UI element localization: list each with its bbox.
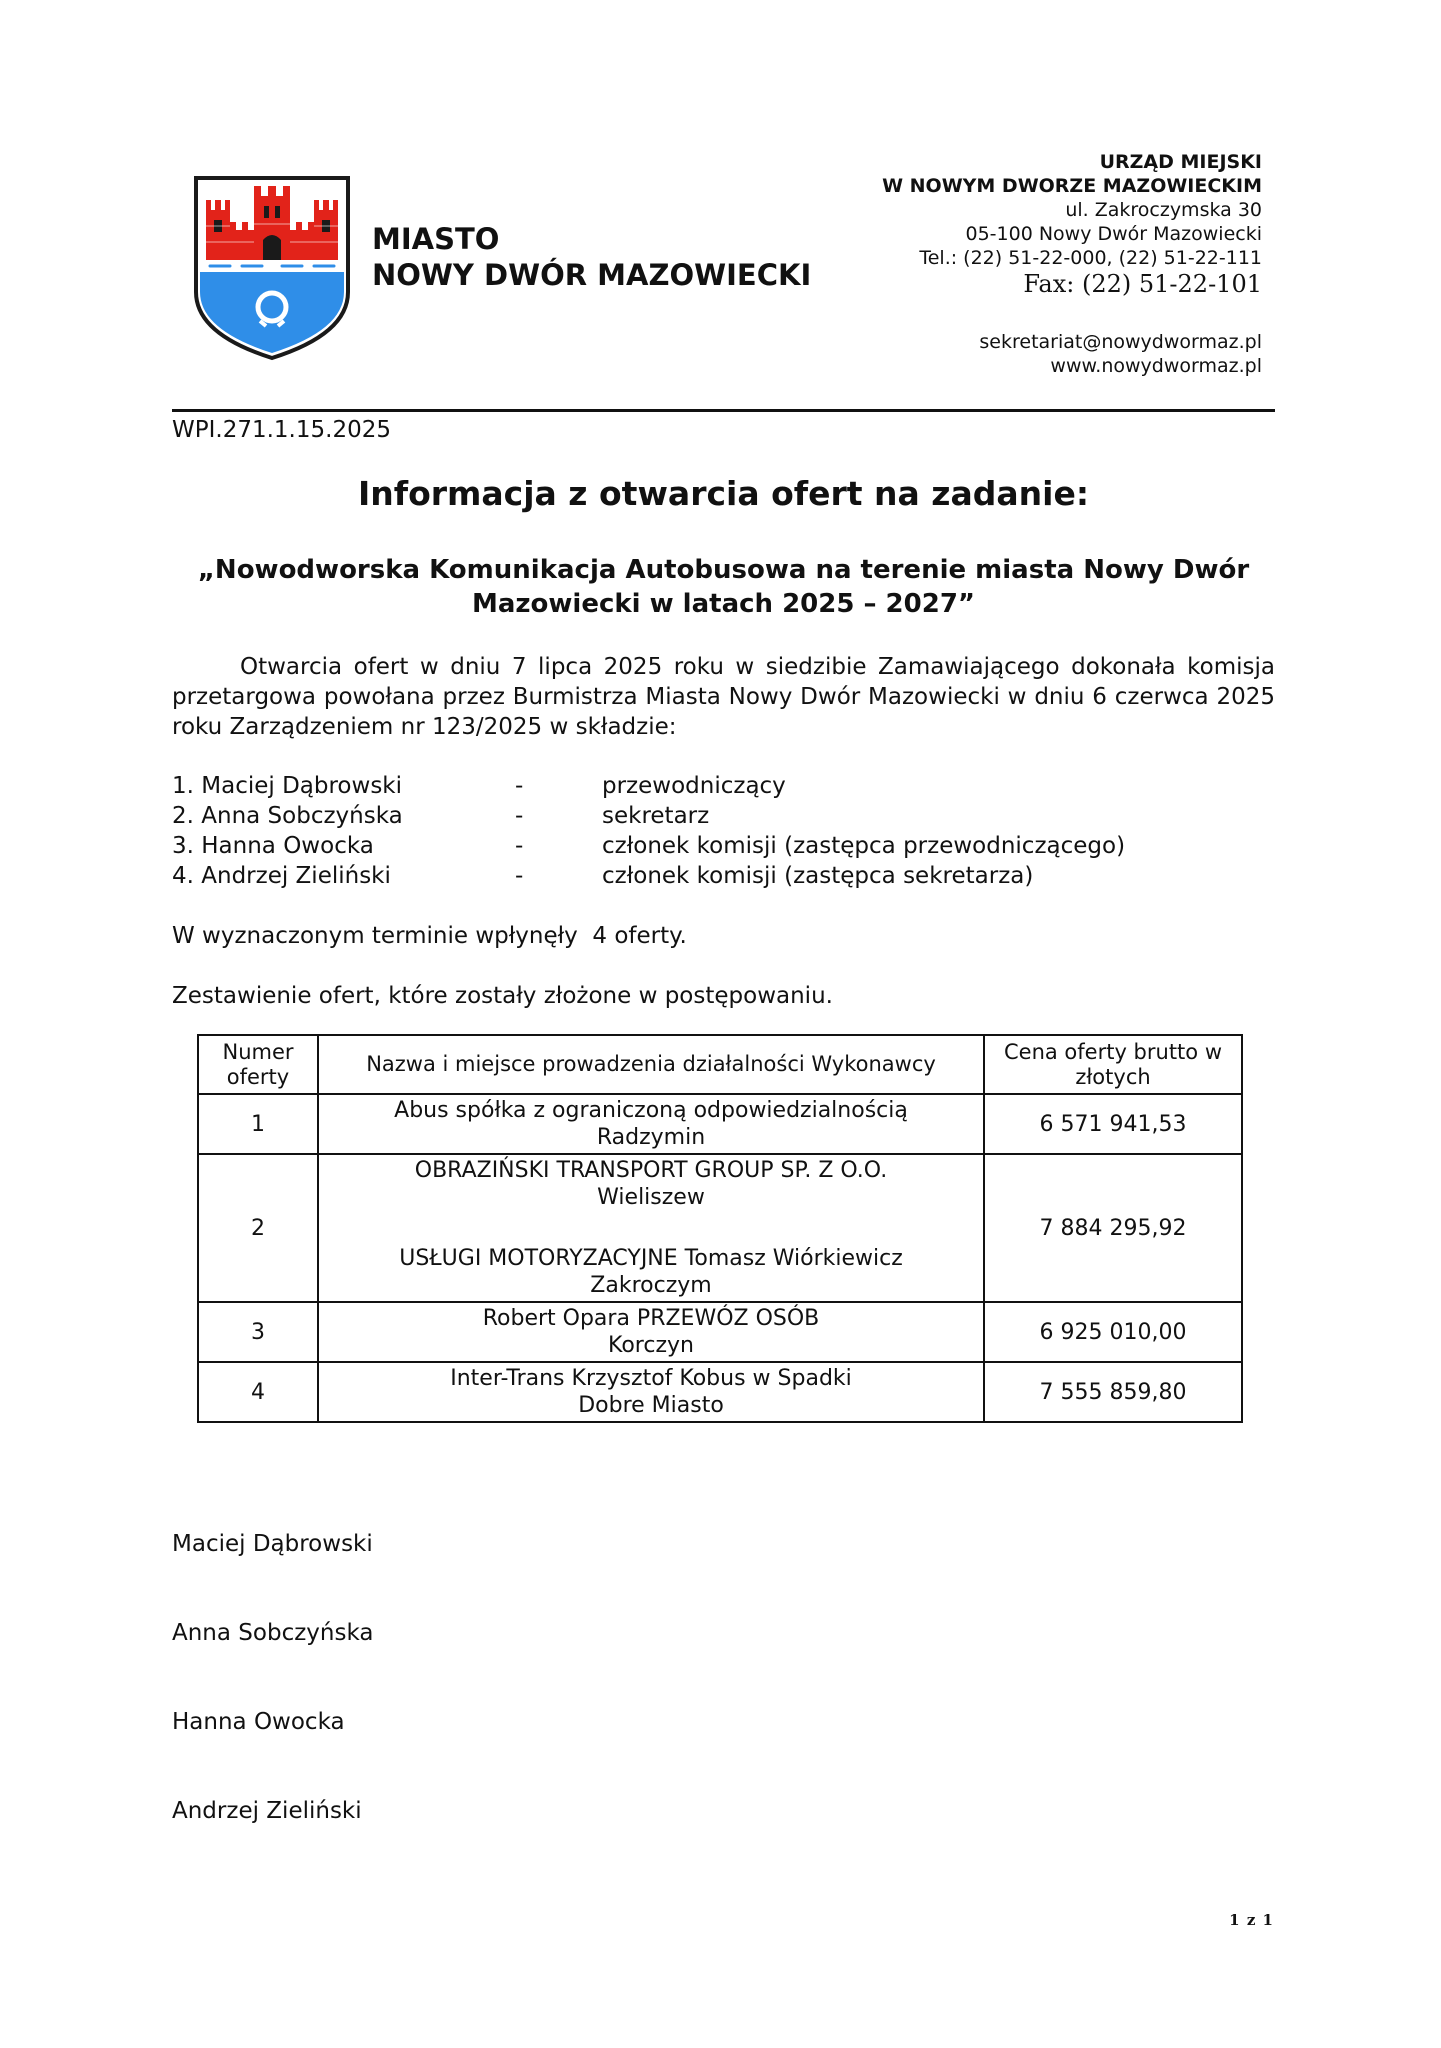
member-dash: - <box>515 863 524 889</box>
contractor-cell <box>318 1094 984 1154</box>
contractor-place: Dobre Miasto <box>578 1393 724 1418</box>
contractor-cell <box>318 1154 984 1302</box>
committee-member <box>172 801 1275 831</box>
table-row <box>198 1154 1242 1302</box>
office-name-line2: W NOWYM DWORZE MAZOWIECKIM <box>882 175 1262 197</box>
office-fax: Fax: (22) 51-22-101 <box>1023 270 1262 298</box>
member-role: członek komisji (zastępca przewodniczącego) <box>602 833 1126 859</box>
offers-table <box>197 1034 1243 1423</box>
committee-member <box>172 771 1275 801</box>
signature-name: Maciej Dąbrowski <box>172 1531 373 1557</box>
table-header-row <box>198 1035 1242 1094</box>
header-offer-number-line2: oferty <box>226 1064 290 1089</box>
task-title <box>172 553 1275 621</box>
table-row <box>198 1362 1242 1422</box>
member-role: sekretarz <box>602 803 710 829</box>
offer-price: 6 571 941,53 <box>984 1094 1242 1154</box>
contractor-name: Inter-Trans Krzysztof Kobus w Spadki <box>450 1366 852 1391</box>
task-title-line2: Mazowiecki w latach 2025 – 2027” <box>471 589 976 619</box>
coat-of-arms-icon <box>192 174 352 362</box>
contractor-place: Radzymin <box>596 1125 706 1150</box>
task-title-line1: „Nowodworska Komunikacja Autobusowa na terenie miasta Nowy Dwór <box>197 555 1250 585</box>
header-divider <box>172 409 1275 412</box>
header-offer-number <box>198 1035 318 1094</box>
contractor-place: Zakroczym <box>590 1273 712 1298</box>
header-offer-number-line1: Numer <box>222 1039 294 1064</box>
offer-number: 2 <box>198 1154 318 1302</box>
member-name: 4. Andrzej Zieliński <box>172 863 391 889</box>
offer-price: 7 555 859,80 <box>984 1362 1242 1422</box>
member-dash: - <box>515 833 524 859</box>
committee-member <box>172 861 1275 891</box>
office-name-line1: URZĄD MIEJSKI <box>1099 151 1262 173</box>
contractor-place: Wieliszew <box>597 1185 705 1210</box>
table-row <box>198 1094 1242 1154</box>
table-row <box>198 1302 1242 1362</box>
header-price-line1: Cena oferty brutto w <box>1003 1039 1222 1064</box>
intro-paragraph: Otwarcia ofert w dniu 7 lipca 2025 roku w siedzibie Zamawiającego dokonała komisja przetargowa powołana przez Burmistrza Miasta Nowy Dwór Mazowiecki w dniu 6 czerwca 2025 roku Zarządzeniem nr 123/2025 w składzie: <box>172 654 1275 740</box>
office-postal: 05-100 Nowy Dwór Mazowiecki <box>965 223 1262 245</box>
signature-name: Anna Sobczyńska <box>172 1620 374 1646</box>
contractor-name: OBRAZIŃSKI TRANSPORT GROUP SP. Z O.O. <box>414 1158 888 1183</box>
contractor-name: Robert Opara PRZEWÓZ OSÓB <box>482 1306 820 1331</box>
signature-name: Hanna Owocka <box>172 1709 345 1735</box>
offers-summary-intro: Zestawienie ofert, które zostały złożone w postępowaniu. <box>172 983 833 1009</box>
signature-name: Andrzej Zieliński <box>172 1798 362 1824</box>
office-email[interactable]: sekretariat@nowydwormaz.pl <box>979 331 1262 353</box>
offers-received-text: W wyznaczonym terminie wpłynęły 4 oferty. <box>172 923 687 949</box>
member-name: 3. Hanna Owocka <box>172 833 374 859</box>
city-name-line2: NOWY DWÓR MAZOWIECKI <box>372 258 812 292</box>
document-title: Informacja z otwarcia ofert na zadanie: <box>357 474 1090 513</box>
member-role: członek komisji (zastępca sekretarza) <box>602 863 1034 889</box>
offer-number: 3 <box>198 1302 318 1362</box>
office-street: ul. Zakroczymska 30 <box>1065 199 1262 221</box>
offer-number: 4 <box>198 1362 318 1422</box>
page-number: 1 z 1 <box>1229 1911 1274 1929</box>
header-contractor: Nazwa i miejsce prowadzenia działalności Wykonawcy <box>318 1035 984 1094</box>
header-price-line2: złotych <box>1075 1064 1151 1089</box>
contractor-place: Korczyn <box>608 1333 694 1358</box>
committee-member <box>172 831 1275 861</box>
offer-price: 6 925 010,00 <box>984 1302 1242 1362</box>
offer-price: 7 884 295,92 <box>984 1154 1242 1302</box>
office-website[interactable]: www.nowydwormaz.pl <box>1050 355 1262 377</box>
contractor-name: Abus spółka z ograniczoną odpowiedzialnością <box>394 1098 908 1123</box>
contractor-cell <box>318 1362 984 1422</box>
member-dash: - <box>515 803 524 829</box>
office-tel: Tel.: (22) 51-22-000, (22) 51-22-111 <box>919 247 1262 269</box>
member-name: 1. Maciej Dąbrowski <box>172 773 403 799</box>
city-name-line1: MIASTO <box>372 222 500 256</box>
member-name: 2. Anna Sobczyńska <box>172 803 403 829</box>
contractor-name: USŁUGI MOTORYZACYJNE Tomasz Wiórkiewicz <box>399 1246 903 1271</box>
contractor-gap <box>325 1211 977 1245</box>
header-price <box>984 1035 1242 1094</box>
member-dash: - <box>515 773 524 799</box>
document-reference: WPI.271.1.15.2025 <box>172 417 391 443</box>
contractor-cell <box>318 1302 984 1362</box>
member-role: przewodniczący <box>602 773 786 799</box>
offer-number: 1 <box>198 1094 318 1154</box>
